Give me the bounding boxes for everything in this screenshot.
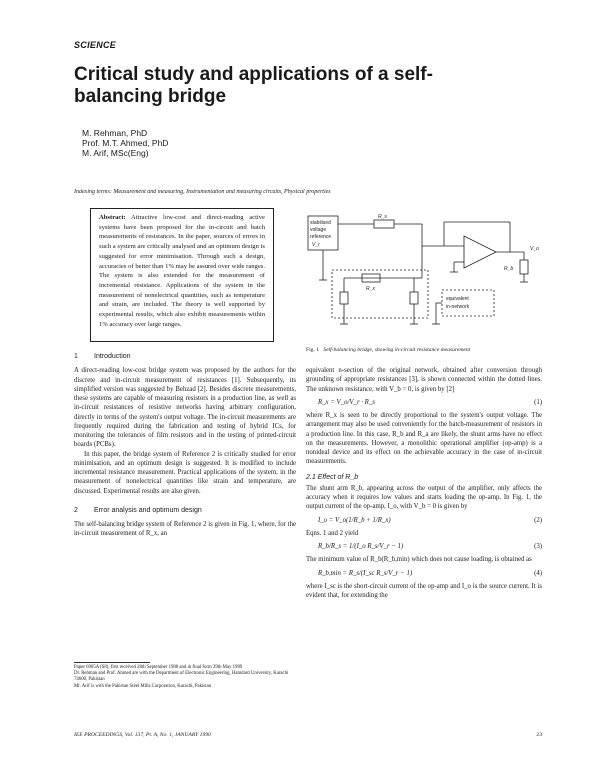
intro-paragraph-2: In this paper, the bridge system of Reference 2 is critically studied for error minimisation, and an optimum design is suggested. It is modified to include incremental resistance measurement. Practical applications of the system, in the measurement of nonelectrical quantities like strain and temperature, are discussed. Experimental results are also given. [74,450,296,495]
intro-paragraph-1: A direct-reading low-cost bridge system was proposed by the authors for the discrete and in-circuit measurement of resistances [1]. Subsequently, its simplified version was suggested by Behzad [2]. Besides discrete measurements, these systems are capable of measuring resistors in a production line, as well as in-circuit resistances of resistive networks having arbitrary configuration, directly in terms of the system's output voltage. The in-circuit measurements are frequently required during the fabrication and testing of hybrid ICs, for monitoring the tolerances of film resistors and in the testing of printed-circuit boards (PCBs). [74,367,296,449]
paper-title: Critical study and applications of a self-balancing bridge [74,64,433,107]
right-paragraph-1: equivalent n-section of the original network, obtained after conversion through grounding of appropriate resistances [3], is shown connected within the dotted lines. The unknown resistance, with V_b = 0, is given by [2] [306,367,542,393]
author-3: M. Arif, MSc(Eng) [82,148,149,158]
figure-caption [306,346,536,354]
right-paragraph-4: Eqns. 1 and 2 yield [306,529,359,537]
journal-citation: IEE PROCEEDINGS, Vol. 137, Pt. A, No. 1, JANUARY 1990 [74,732,211,738]
equation-4-number: (4) [534,569,542,577]
footnote-2: Dr. Rehman and Prof. Ahmed are with the Department of Electronic Engineering, Hamdard University, Karachi 74600, Pakistan [74,671,289,683]
section-2-number: 2 [74,506,78,514]
right-paragraph-5: The minimum value of R_b(R_b,min) which does not cause loading, is obtained as [306,556,532,564]
footnote-3: Mr. Arif is with the Pakistan Steel Mills Corporation, Karachi, Pakistan [74,683,212,689]
abstract-box [90,208,274,342]
rx-label: R_x [366,286,375,292]
section-2-title: Error analysis and optimum design [94,506,202,514]
section-2-heading [74,506,296,515]
section-2-paragraph-1: The self-balancing bridge system of Reference 2 is given in Fig. 1, where, for the in-circuit measurement of R_x, an [74,521,296,538]
circuit-diagram [304,210,542,344]
vr-label: V_r [312,242,320,248]
right-paragraph-2: where R_x is seen to be directly proportional to the system's output voltage. The arrangement may also be used conveniently for the batch-measurement of resistors in a production line. In this case, R_b and R_a are likely, the shunt arms have no effect on the measurements. However, a monolithic operational amplifier (op-amp) is a nonideal device and its effect on the achievable accuracy in the case of in-circuit measurements. [306,412,542,466]
source-label-2: voltage [310,227,327,233]
source-label-3: reference [310,234,332,240]
rs-label: R_s [378,214,387,220]
network-label-2: in-network [446,304,470,310]
equation-3-number: (3) [534,543,542,550]
section-1-number: 1 [74,353,78,360]
opamp-symbol [464,236,496,268]
abstract-text: Attractive low-cost and direct-reading active systems have been proposed for the in-circuit and batch measurements of resistances. In the paper, sources of errors in such a system are critically analysed and an optimum design is suggested for error minimisation. Through such a design, accuracies of better than 1% may be assured over wide ranges. The system is also extended for the measurement of incremental resistance. Applications of the system in the measurement of nonelectrical quantities, such as temperature and strain, are included. The theory is well supported by experimental results, which also exhibit measurements within 1% accuracy over large ranges. [99,214,265,328]
page-footer [74,732,542,738]
indexing-terms: Indexing terms: Measurement and measuring, Instrumentation and measuring circuits, Physical properties [74,189,331,195]
left-column [74,352,296,539]
vo-label: V_o [530,246,539,252]
resistor-rs [374,220,394,228]
equation-1-body: R_x = V_o/V_r · R_s [318,398,375,406]
subsection-2-1-heading: 2.1 Effect of R_b [306,473,359,481]
source-label-1: stabilised [310,220,331,226]
equation-1 [318,398,542,407]
equation-4 [318,569,542,578]
author-2: Prof. M.T. Ahmed, PhD [82,138,169,148]
equivalent-network-box [442,290,494,316]
right-column [306,366,542,600]
equation-2-number: (2) [534,516,542,524]
right-paragraph-6: where I_sc is the short-circuit current of the op-amp and I_o is the source current. It is evident that, for extending the [306,582,542,599]
right-paragraph-3: The shunt arm R_b, appearing across the output of the amplifier, only affects the accuracy when it requires low values and starts loading the op-amp. In Fig. 1, the output current of the op-amp, I_o, with V_b = 0 is given by [306,484,542,511]
rb-label: R_b [504,266,514,272]
figure-caption-text: Self-balancing bridge, showing in-circuit resistance measurement [323,347,471,353]
footnote-1: Paper 6905A (S8), first received 28th September 1988 and in final form 29th May 1989 [74,665,243,670]
author-list [82,128,168,158]
section-label: SCIENCE [74,40,117,50]
equation-2-body: I_o = V_o(1/R_b + 1/R_x) [318,516,391,524]
abstract-label: Abstract: [99,214,126,221]
figure-caption-label: Fig. 1 [306,347,320,353]
network-label-1: equivalent [446,296,469,302]
equation-1-number: (1) [534,398,542,406]
equation-4-body: R_b,min = R_s/(I_sc R_s/V_r − 1) [318,569,413,577]
section-1-title: Introduction [94,353,131,360]
resistor-rb [520,260,528,274]
page-number: 23 [536,732,542,738]
equation-3-body: R_b/R_s = 1/(I_o R_s/V_r − 1) [318,543,404,550]
footnote-rule [74,662,150,663]
section-1-heading [74,352,296,361]
author-1: M. Rehman, PhD [82,128,148,138]
footnotes [74,665,294,690]
equation-2 [318,516,542,525]
equation-3 [318,542,542,551]
